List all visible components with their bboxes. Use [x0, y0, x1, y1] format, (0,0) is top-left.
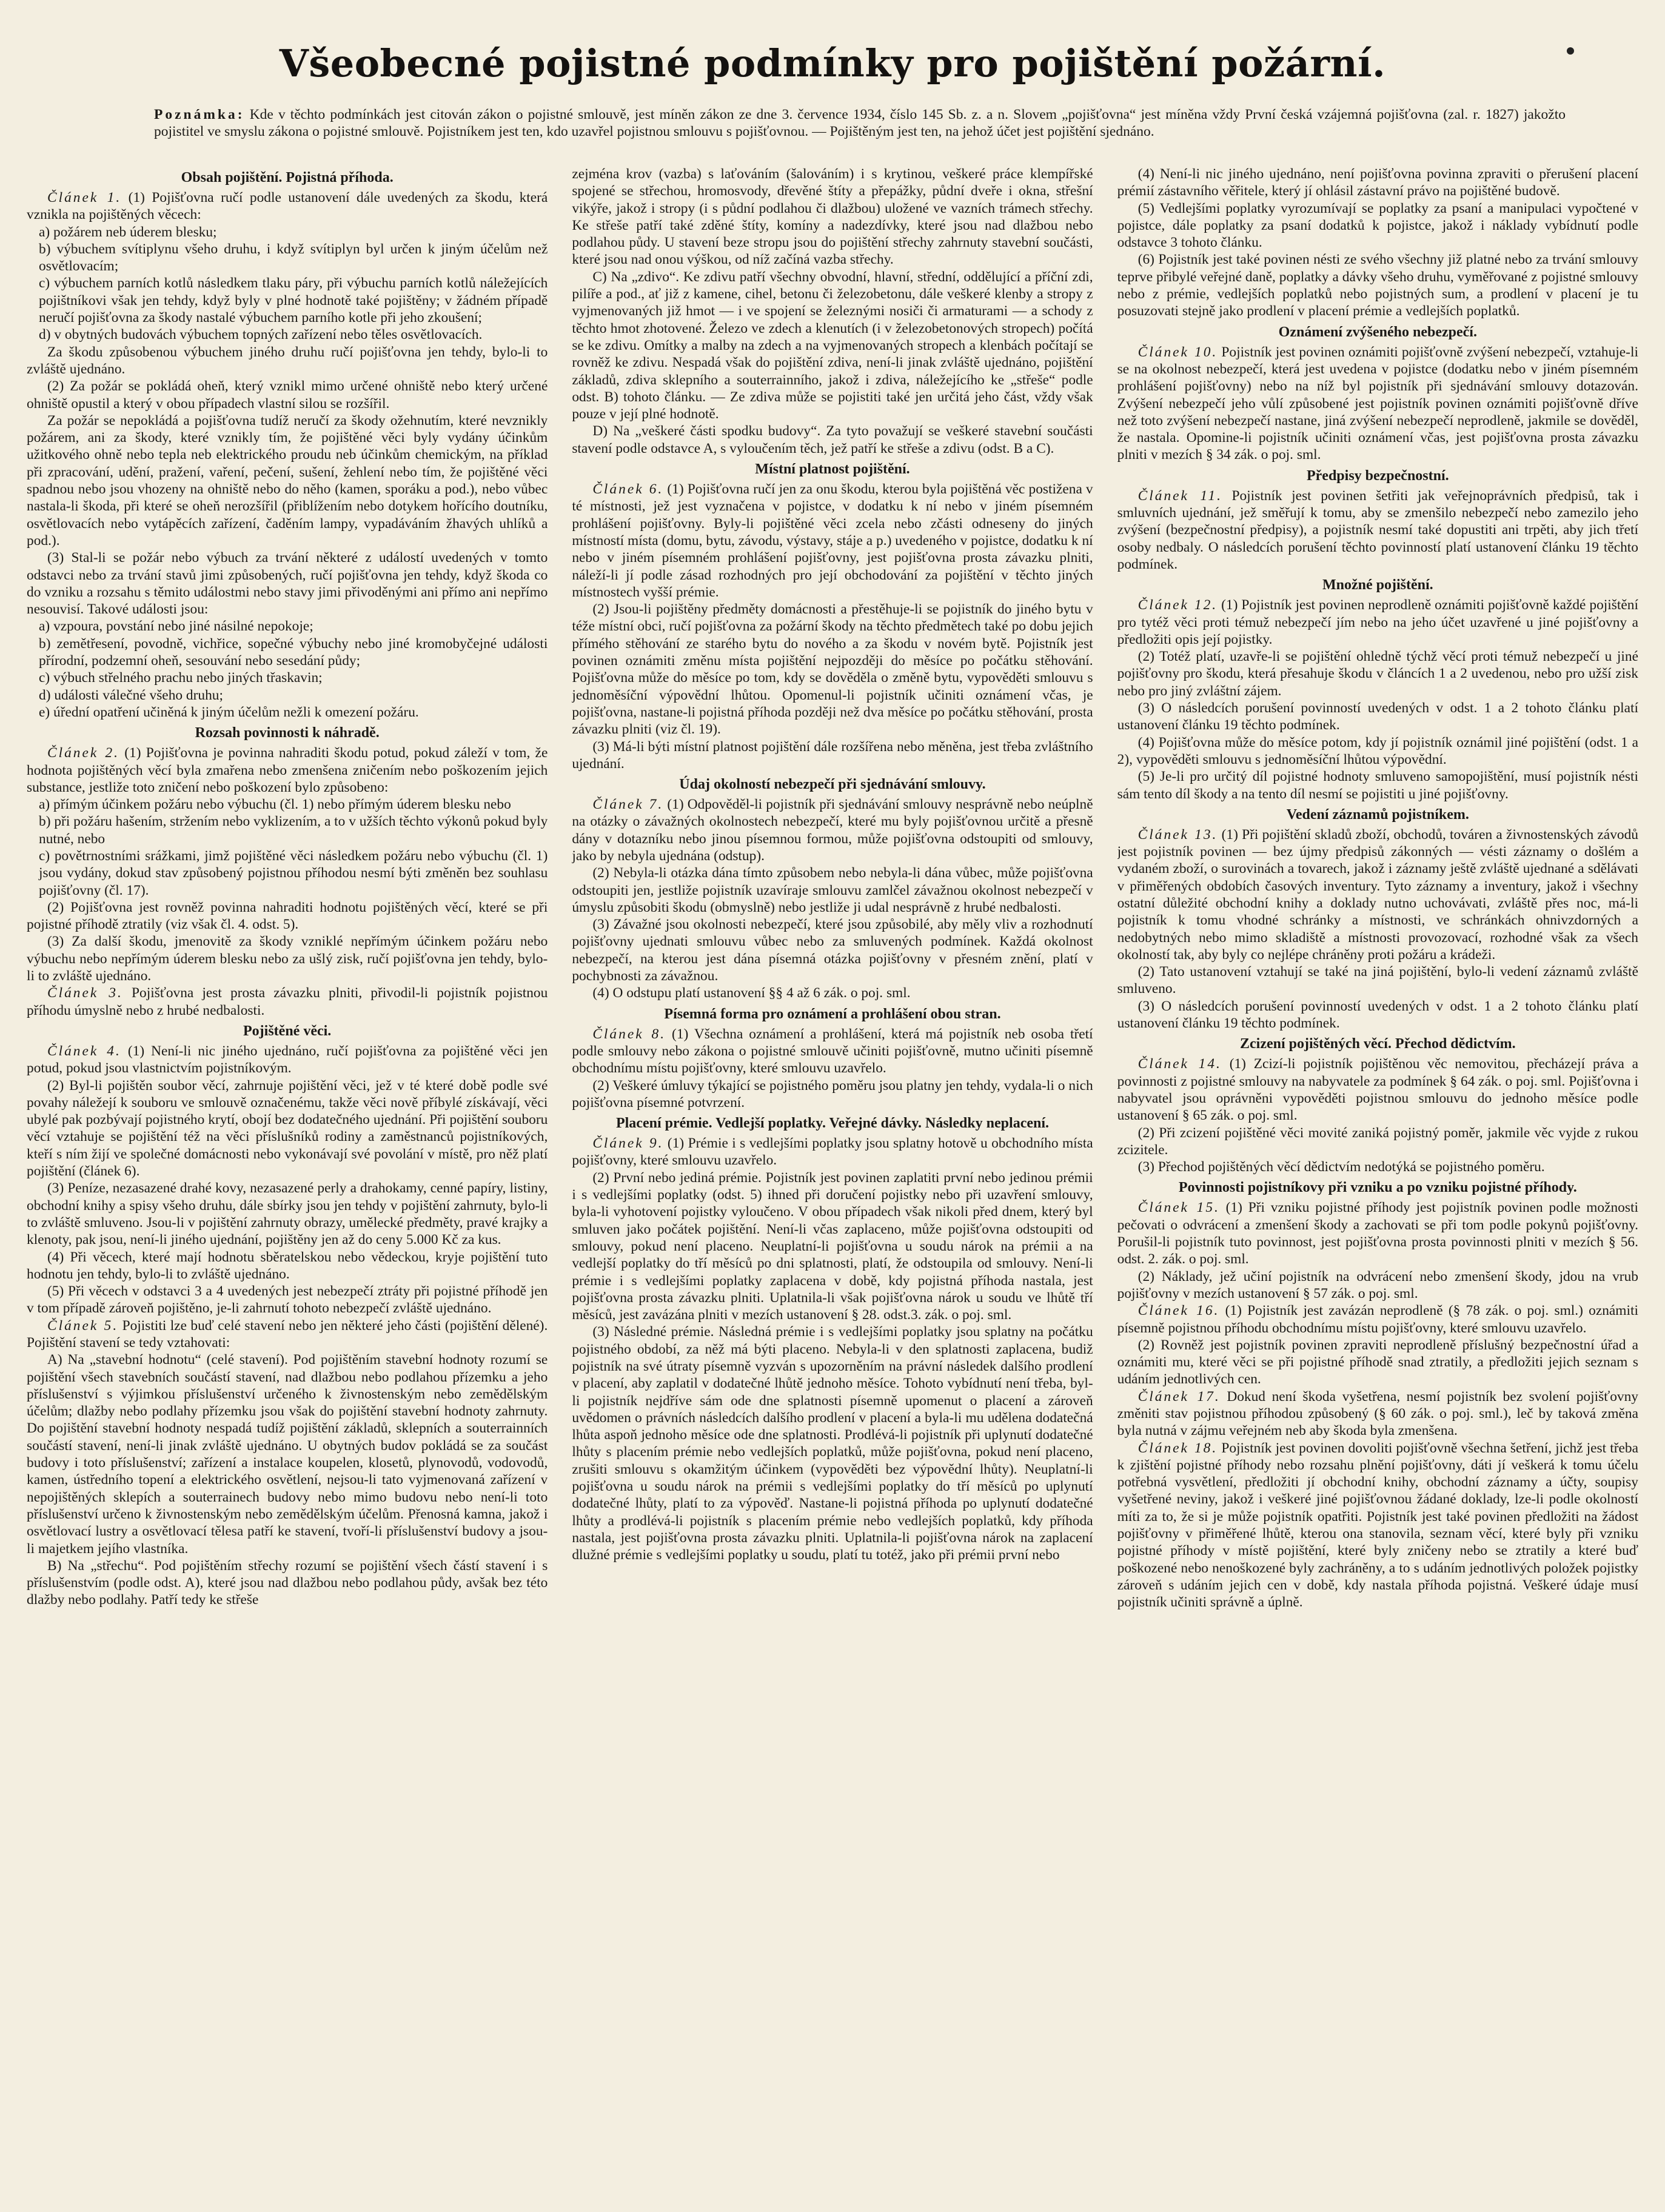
section-heading: Místní platnost pojištění. — [755, 461, 910, 478]
paragraph — [572, 984, 1093, 1001]
paragraph-text: (1) Všechna oznámení a prohlášení, která má pojistník neb osoba třetí podle smlouvy nebo zákona o pojistné smlouvě učiniti pojišťovně, mutno učiniti písemně obchodnímu místu pojišťovny, které smlouvu uzavřelo. — [572, 1026, 1093, 1077]
paragraph-text: (1) Při vzniku pojistné příhody jest pojistník povinen podle možnosti pečovati o odvrácení a zmenšení škody a zachovati se při tom podle pokynů pojišťovny. Porušil-li pojistník tuto povinnost, jest pojišťovna prosta povinnosti plniti v mezích § 56. odst. 2. zák. o poj. sml. — [1117, 1200, 1638, 1268]
section-heading: Předpisy bezpečnostní. — [1306, 467, 1449, 484]
paragraph — [1117, 1158, 1638, 1175]
section-heading: Zcizení pojištěných věcí. Přechod dědictvím. — [1240, 1036, 1516, 1052]
paragraph — [1117, 1268, 1638, 1303]
paragraph — [1117, 596, 1638, 648]
paragraph — [572, 165, 1093, 269]
article-number: Článek 1. — [47, 190, 122, 205]
article-number: Článek 17. — [1137, 1388, 1221, 1405]
paragraph-text: (1) Při pojištění skladů zboží, obchodů, továren a živnostenských závodů jest pojistník povinen — bez újmy předpisů zákonných — vésti záznamy o došlém a vydaném zboží, o surovinách a tovarech, jakož i záznamy ještě zvláště ujednané a sdělávati v přiměřených obdobích časových inventury. Tyto záznamy a inventury, jakož i všechny ostatní důležité obchodní knihy a doklady nutno uchovávati, zvláště přes noc, má-li pojistník k tomu vhodné schránky a místnosti, ve schránkách ohnivzdorných a nedobytných nebo mimo skladiště a místnosti provozovací, rozhodné však za všech okolností tak, aby byly co nejlépe chráněny proti požáru a krádeži. — [1117, 826, 1638, 963]
paragraph — [1117, 1055, 1638, 1124]
list-item — [27, 326, 548, 343]
paragraph — [572, 738, 1093, 773]
paragraph — [27, 549, 548, 618]
paragraph-text: (1) Prémie i s vedlejšími poplatky jsou splatny hotově u obchodního místa pojišťovny, které smlouvu uzavřelo. — [572, 1135, 1093, 1169]
paragraph — [27, 1043, 548, 1077]
paragraph — [1117, 487, 1638, 573]
paragraph-text: (2) Totéž platí, uzavře-li se pojištění ohledně týchž věcí proti témuž nebezpečí u jiné pojišťovny pro škodu, která přesahuje škodu v článcích 1 a 2 uvedenou, nebo pro užší zisk nebo pro jiný zvláštní zájem. — [1117, 649, 1638, 699]
paragraph — [27, 744, 548, 796]
list-item — [27, 618, 548, 635]
section-heading: Písemná forma pro oznámení a prohlášení obou stran. — [664, 1006, 1001, 1022]
paragraph — [572, 1077, 1093, 1112]
article-number: Článek 6. — [592, 481, 664, 498]
paragraph-text: (1) Zcizí-li pojistník pojištěnou věc nemovitou, přecházejí práva a povinnosti z pojistné smlouvy na nabyvatele za podmínek § 64 zák. o poj. sml. Pojišťovna i nabyvatel jsou oprávněni vypověděti pojistnou smlouvu do jednoho měsíce podle ustanovení § 65 zák. o poj. sml. — [1117, 1056, 1638, 1124]
article-number: Článek 10. — [1137, 344, 1218, 360]
paragraph — [572, 1026, 1093, 1077]
paragraph — [1117, 1440, 1638, 1611]
paragraph-text: (3) Následné prémie. Následná prémie i s vedlejšími poplatky jsou splatny na počátku pojistného období, za něž má býti placeno. Nebyla-li v den splatnosti zaplacena, budiž pojistník na své útraty písemně vyzván s upozorněním na právní následek dalšího prodlení v placení, aby zaplatil v dodatečné lhůtě jednoho měsíce. Tohoto vybídnutí není třeba, byl-li pojistník nejdříve sám ode dne splatnosti písemně upomenut o placení a zároveň uvědomen o právních následcích dalšího prodlení v placení a byla-li mu udělena dodatečná lhůta aspoň jednoho měsíce ode dne splatnosti. Prodlévá-li pojistník při uplynutí dodatečné lhůty s placením prémie nebo vedlejších poplatků, může pojišťovna, pokud není placeno, zrušiti smlouvu s okamžitým účinkem (vypověděti bez výpovědní lhůty). Neuplatní-li pojišťovna u soudu nárok na prémii s vedlejšími poplatky do tří měsíců po uplynutí dodatečné lhůty, platí to za výpověď. Nastane-li pojistná příhoda po uplynutí dodatečné lhůty a prodlévá-li pojistník s placením prémie nebo vedlejších poplatků, kdy příhoda nastala, jest pojišťovna prosta závazku plniti. Uplatnila-li pojišťovna nárok na zaplacení dlužné prémie s vedlejšími poplatky u soudu, platí tu totéž, jako při prémii první nebo — [572, 1324, 1093, 1563]
column-2 — [572, 165, 1093, 2202]
paragraph-text: (2) Nebyla-li otázka dána tímto způsobem nebo nebyla-li dána vůbec, může pojišťovna odstoupiti jen, jestliže pojistník uzavíraje smlouvu zamlčel závažnou okolnost nebezpečí v úmyslu způsobiti škodu (obmyslně) nebo jestliže ji udal nesprávně z hrubé nedbalosti. — [572, 865, 1093, 915]
article-number: Článek 13. — [1137, 826, 1218, 843]
paragraph — [1117, 200, 1638, 252]
paragraph-text: zejména krov (vazba) s laťováním (šalováním) i s krytinou, veškeré práce klempířské spojené se střechou, hromosvody, dřevěné štíty a přepážky, půdní dveře i okna, střešní vikýře, jakož i stropy (i s půdní podlahou či dlažbou) uložené ve vazních trámech střechy. Ke střeše patří také zděné štíty, komíny a nadezdívky, které jsou nad dlažbou nebo podlahou půdy. U stavení beze stropu jsou do pojištění střechy zahrnuty stavební součásti, které jsou nad onou výškou, od níž začíná vazba střechy. — [572, 166, 1093, 268]
paragraph-text: Dokud není škoda vyšetřena, nesmí pojistník bez svolení pojišťovny změniti stav pojistnou příhodou způsobený (§ 60 zák. o poj. sml.), leč by taková změna byla nutná v zájmu veřejném neb aby škoda byla zmenšena. — [1117, 1388, 1638, 1439]
paragraph-text: (1) Pojistník jest zavázán neprodleně (§ 78 zák. o poj. sml.) oznámiti písemně pojistnou příhodu obchodnímu místu pojišťovny, které smlouvu uzavřelo. — [1117, 1303, 1638, 1336]
paragraph — [572, 916, 1093, 984]
paragraph-text: Pojišťovna jest prosta závazku plniti, přivodil-li pojistník pojistnou příhodu úmyslně nebo z hrubé nedbalosti. — [27, 985, 548, 1018]
paragraph-text: d) události válečné všeho druhu; — [39, 687, 223, 703]
paragraph — [27, 1351, 548, 1557]
paragraph-text: Pojistiti lze buď celé stavení nebo jen některé jeho části (pojištění dělené). Pojištění stavení se tedy vztahovati: — [27, 1317, 548, 1351]
paragraph — [1117, 1388, 1638, 1440]
list-item — [27, 813, 548, 847]
paragraph-text: (2) Náklady, jež učiní pojistník na odvrácení nebo zmenšení škody, jdou na vrub pojišťovny v mezích ustanovení § 57 zák. o poj. sml. — [1117, 1268, 1638, 1301]
paragraph-text: (3) Stal-li se požár nebo výbuch za trvání některé z událostí uvedených v tomto odstavci nebo za trvání stavů jimi způsobených, ručí pojišťovna jen tehdy, když škoda co do vzniku a rozsahu s těmito událostmi nebo stavy jimi přivoděnými ani přímo ani nepřímo nesouvisí. Takové události jsou: — [27, 550, 548, 618]
list-item — [27, 224, 548, 241]
paragraph-text: b) výbuchem svítiplynu všeho druhu, i když svítiplyn byl určen k jiným účelům než osvětlovacím; — [39, 241, 548, 275]
paragraph-text: c) povětrnostními srážkami, jimž pojištěné věci následkem požáru nebo výbuchu (čl. 1) jsou vydány, dokud stav způsobený pojistnou příhodou nesmí býti změněn bez souhlasu pojišťovny (čl. 17). — [39, 847, 548, 898]
article-number: Článek 7. — [592, 797, 664, 813]
paragraph-text: (2) Za požár se pokládá oheň, který vznikl mimo určené ohniště nebo který určené ohniště opustil a který v obou případech vlastní silou se rozšířil. — [27, 378, 548, 412]
preface-label: Poznámka: — [154, 107, 245, 122]
paragraph-text: a) vzpoura, povstání nebo jiné násilné nepokoje; — [39, 618, 313, 635]
section-heading: Povinnosti pojistníkovy při vzniku a po vzniku pojistné příhody. — [1178, 1180, 1577, 1196]
paragraph-text: (3) O následcích porušení povinností uvedených v odst. 1 a 2 tohoto článku platí ustanovení článku 19 těchto podmínek. — [1117, 700, 1638, 733]
ink-dot — [1567, 47, 1574, 55]
paragraph — [572, 481, 1093, 601]
list-item — [27, 669, 548, 686]
paragraph-text: (2) Při zcizení pojištěné věci movité zaniká pojistný poměr, jakmile věc vyjde z rukou zcizitele. — [1117, 1124, 1638, 1158]
paragraph — [572, 796, 1093, 864]
page-title: Všeobecné pojistné podmínky pro pojištění požární. — [279, 41, 1386, 85]
paragraph-text: (3) Peníze, nezasazené drahé kovy, nezasazené perly a drahokamy, cenné papíry, listiny, obchodní knihy a spisy všeho druhu, dále sbírky jsou jen tehdy v pojištění zahrnuty, bylo-li to zvláště smluveno. Jsou-li v pojištění zahrnuty obrazy, umělecké předměty, pravé krajky a klenoty, pak jsou, není-li jiného ujednání, pojištěny jen až do ceny 5.000 Kč za kus. — [27, 1180, 548, 1248]
paragraph-text: (1) Není-li nic jiného ujednáno, ručí pojišťovna za pojištěné věci jen potud, pokud jsou vlastnictvím pojistníkovým. — [27, 1043, 548, 1077]
paragraph-text: (5) Při věcech v odstavci 3 a 4 uvedených jest nebezpečí ztráty při pojistné příhodě jen v tom případě zároveň pojištěno, je-li zahrnutí tohoto nebezpečí zvláště ujednáno. — [27, 1283, 548, 1317]
section-heading: Údaj okolností nebezpečí při sjednávání smlouvy. — [679, 777, 986, 793]
article-number: Článek 14. — [1137, 1056, 1222, 1072]
article-number: Článek 3. — [47, 985, 123, 1001]
paragraph — [1117, 1124, 1638, 1159]
section-heading: Pojištěné věci. — [243, 1023, 332, 1039]
list-item — [27, 275, 548, 326]
paragraph-text: (2) Jsou-li pojištěny předměty domácnosti a přestěhuje-li se pojistník do jiného bytu v téže místní obci, ručí pojišťovna za požární škody na těchto předmětech také po dobu jejich přímého stěhování ze starého bytu do nového a za škodu v novém bytě. Pojistník jest povinen oznámiti změnu místa pojištění nejpozději do měsíce po počátku stěhování. Pojišťovna může do měsíce po tom, kdy se dověděla o změně bytu, vypověděti smlouvu s jednoměsíční výpovědní lhůtou. Opomenul-li pojistník učiniti oznámení včas, je pojišťovna, nastane-li pojistná příhoda později než dva měsíce po počátku stěhování, prosta závazku plniti (viz čl. 19). — [572, 601, 1093, 738]
paragraph-text: (2) Pojišťovna jest rovněž povinna nahraditi hodnotu pojištěných věcí, které se při pojistné příhodě ztratily (viz však čl. 4. odst. 5). — [27, 899, 548, 933]
paragraph — [27, 1249, 548, 1283]
article-number: Článek 8. — [592, 1026, 666, 1042]
paragraph — [27, 378, 548, 412]
paragraph-text: C) Na „zdivo“. Ke zdivu patří všechny obvodní, hlavní, střední, oddělující a příční zdi, pilíře a pod., ať již z kamene, cihel, betonu či železobetonu, dále veškeré klenby a stropy z vyjmenovaných již hmot — i ve spojení se železnými nosiči či armaturami — a schody z těchto hmot zhotovené. Železo ve zdech a klenutích (i v železobetonových stropech) počítá se ke zdivu. Omítky a malby na zdech a na vyjmenovaných stropech a klenbách počítají se rovněž ke zdivu. Nespadá však do pojištění zdiva, není-li jinak zvláště ujednáno, pojištění základů, zdiva sklepního a souterrainního, jakož i zdiva, náležejícího ke „střeše“ podle odst. B) tohoto článku. — Ze zdiva může se pojistiti také jen určitá jeho část, vždy však pouze v její plné hodnotě. — [572, 269, 1093, 423]
column-1 — [27, 165, 548, 2202]
paragraph — [27, 412, 548, 549]
paragraph — [1117, 734, 1638, 769]
article-number: Článek 5. — [47, 1317, 119, 1334]
preface-text: Kde v těchto podmínkách jest citován zákon o pojistné smlouvě, jest míněn zákon ze dne 3. července 1934, číslo 145 Sb. z. a n. Slovem „pojišťovna“ jest míněna vždy První česká vzájemná pojišťovna (zal. r. 1827) jakožto pojistitel ve smyslu zákona o pojistné smlouvě. Pojistníkem jest ten, kdo uzavřel pojistnou smlouvu s pojišťovnou. — Pojištěným jest ten, na jehož účet jest pojištění sjednáno. — [154, 107, 1566, 139]
paragraph-text: (1) Odpověděl-li pojistník při sjednávání smlouvy nesprávně nebo neúplně na otázky o závažných okolnostech nebezpečí, které mu byly pojišťovnou určitě a přesně dány v dotazníku nebo jinou písemnou formou, může pojišťovna odstoupiti od smlouvy, jako by nebyla ujednána (odstup). — [572, 797, 1093, 864]
paragraph-text: Pojistník jest povinen dovoliti pojišťovně všechna šetření, jichž jest třeba k zjištění pojistné příhody nebo rozsahu plnění pojišťovny, dáti jí veškerá k tomu účelu potřebná vysvětlení, předložiti jí obchodní knihy, obchodní záznamy a účty, soupisy vyšetřené neviny, jakož i veškeré jiné pojišťovnou žádané doklady, lze-li podle okolností míti za to, že si je může pojistník opatřiti. Pojistník jest také povinen předložiti na žádost pojišťovny v přiměřené lhůtě, kterou ona stanovila, seznam věcí, které byly při vzniku pojistné příhody v místě pojištění, které byly zničeny nebo se ztratily a které buď poškozené nebo nenoškozené byly zachráněny, a to s udáním jednotlivých položek pojistky zároveň s udáním jejich cen v době, kdy nastala příhoda pojistná. Veškeré údaje musí pojistník učiniti správně a úplně. — [1117, 1440, 1638, 1611]
paragraph-text: Pojistník jest povinen oznámiti pojišťovně zvýšení nebezpečí, vztahuje-li se na okolnost nebezpečí, která jest uvedena v pojistce (dodatku nebo v jiném písemném prohlášení pojišťovny) nebo na níž byl pojistník při sjednávání smlouvy dotazován. Zvýšení nebezpečí jeho vůlí způsobené jest pojistník povinen oznámiti pojišťovně dříve než toto zvýšení nebezpečí nastane, jiná zvýšení nebezpečí neprodleně, jakmile se dověděl, že nastala. Opomine-li pojistník učiniti oznámení včas, jest pojišťovna prosta závazku plniti v mezích § 34 zák. o poj. sml. — [1117, 344, 1638, 463]
paragraph — [27, 984, 548, 1019]
paragraph-text: (4) Pojišťovna může do měsíce potom, kdy jí pojistník oznámil jiné pojištění (odst. 1 a 2), vypověděti smlouvu s jednoměsíční lhůtou výpovědní. — [1117, 734, 1638, 767]
paragraph — [572, 1169, 1093, 1324]
paragraph-text: (3) Přechod pojištěných věcí dědictvím nedotýká se pojistného poměru. — [1137, 1159, 1545, 1175]
paragraph-text: Za požár se nepokládá a pojišťovna tudíž neručí za škody ožehnutím, které nevznikly požárem, ani za škody, které vznikly tím, že pojištěné věci byly vydány účinkům užitkového ohně nebo tepla neb elektrického proudu neb účinkům chemickým, na příklad při zpracování, udění, pražení, vaření, pečení, sušení, žehlení nebo tím, že pojištěné věci spadnou nebo jsou vhozeny na ohniště nebo do něho (kamen, sporáku a pod.), nebo vůbec nastala-li škoda, při které se oheň nerozšířil (přiblížením nebo dotykem hořícího doutníku, osvětlovacích nebo vytápěcích zařízení, čaděním lampy, vypadáváním žhavých uhlíků a pod.). — [27, 412, 548, 549]
paragraph — [1117, 998, 1638, 1032]
paragraph — [572, 269, 1093, 423]
paragraph — [1117, 1337, 1638, 1388]
article-number: Článek 11. — [1137, 487, 1222, 504]
paragraph — [572, 864, 1093, 916]
paragraph — [27, 1077, 548, 1180]
paragraph-text: b) zemětřesení, povodně, vichřice, sopečné výbuchy nebo jiné kromobyčejné události přírodní, podzemní oheň, sesouvání nebo sesedání půdy; — [39, 635, 548, 669]
section-heading: Placení prémie. Vedlejší poplatky. Veřejné dávky. Následky neplacení. — [615, 1115, 1050, 1132]
list-item — [27, 847, 548, 899]
paragraph — [1117, 251, 1638, 319]
paragraph-text: (3) Závažné jsou okolnosti nebezpečí, které jsou způsobilé, aby měly vliv a rozhodnutí pojišťovny ujednati smlouvu vůbec nebo za smluvených podmínek. Každá okolnost nebezpečí, na kterou jest dána písemná otázka pojišťovny v přesném znění, platí v pochybnosti za závažnou. — [572, 917, 1093, 984]
section-heading: Množné pojištění. — [1322, 577, 1433, 593]
paragraph-text: (4) Není-li nic jiného ujednáno, není pojišťovna povinna zpraviti o přerušení placení prémií zástavního věřitele, který jí ohlásil zástavní právo na pojištěné budově. — [1117, 166, 1638, 199]
paragraph-text: a) požárem neb úderem blesku; — [39, 224, 217, 240]
article-number: Článek 18. — [1137, 1440, 1218, 1456]
paragraph — [1117, 1302, 1638, 1337]
article-number: Článek 4. — [47, 1043, 121, 1059]
paragraph — [27, 344, 548, 378]
paragraph-text: (1) Pojistník jest povinen neprodleně oznámiti pojišťovně každé pojištění pro tytéž věci proti témuž nebezpečí jím nebo na jeho účet uzavřené u jiné pojišťovny a předložiti opis její pojistky. — [1117, 597, 1638, 647]
paragraph-text: (2) Tato ustanovení vztahují se také na jiná pojištění, bylo-li vedení záznamů zvláště smluveno. — [1117, 964, 1638, 997]
paragraph-text: (2) Byl-li pojištěn soubor věcí, zahrnuje pojištění věci, jež v té které době podle své povahy náležejí k souboru ve smlouvě označenému, takže věci nově příbylé získávají, věci ubylé pak pozbývají pojistného krytí, obojí bez dodatečného ujednání. Při pojištění souboru věcí vztahuje se pojištění též na věci příslušníků rodiny a zaměstnanců pojistníkových, kteří s ním žijí ve společné domácnosti nebo vykonávají své povolání v místě, pro něž platí pojištění (článek 6). — [27, 1077, 548, 1180]
paragraph — [1117, 963, 1638, 998]
section-heading: Oznámení zvýšeného nebezpečí. — [1278, 324, 1477, 340]
paragraph-text: A) Na „stavební hodnotu“ (celé stavení). Pod pojištěním stavební hodnoty rozumí se pojištění všech stavebních součástí stavení, nad dlažbou nebo podlahou přízemku a jeho příslušenství s výjimkou příslušenství určeného k živnostenským nebo zemědělským účelům; dlažby nebo podlahy přízemku jsou však do pojištění stavební hodnoty zahrnuty. Do pojištění stavební hodnoty nespadá tudíž pojištění základů, sklepních a souterrainních součástí stavení, není-li jinak zvláště ujednáno. U obytných budov pokládá se za součást budovy i toto příslušenství; zařízení a instalace koupelen, klosetů, plynovodů, vodovodů, kamen, ústředního topení a elektrického osvětlení, nejsou-li tato vyjmenovaná zařízení v nepojištěných sklepích a souterrainech budovy nebo mimo budovu nebo není-li toto příslušenství určeno k živnostenským nebo zemědělským účelům. Přenosná kamna, jakož i osvětlovací lustry a osvětlovací tělesa patří ke stavení, tvoří-li příslušenství budovy a jsou-li majetkem jejího vlastníka. — [27, 1352, 548, 1557]
paragraph — [1117, 826, 1638, 963]
paragraph-text: c) výbuchem parních kotlů následkem tlaku páry, při výbuchu parních kotlů náležejících pojištníkovi však jen tehdy, když byly v plné hodnotě také pojištěny; v žádném případě neručí pojišťovna za škody nastalé výbuchem parního kotle při jeho zkoušení; — [39, 275, 548, 326]
paragraph-text: (4) O odstupu platí ustanovení §§ 4 až 6 zák. o poj. sml. — [592, 985, 911, 1001]
list-item — [27, 687, 548, 704]
paragraph — [1117, 700, 1638, 734]
paragraph-text: (6) Pojistník jest také povinen nésti ze svého všechny již platné nebo za trvání smlouvy teprve přibylé veřejné daně, poplatky a dávky všeho druhu, vyměřované z pojistné smlouvy nebo z prémie, vedlejších poplatků nebo pojistných sum, a prodlení v placení je tu posuzovati stejně jako prodlení v placení prémie a vedlejších poplatků. — [1117, 252, 1638, 319]
paragraph-text: (5) Je-li pro určitý díl pojistné hodnoty smluveno samopojištění, musí pojistník nésti sám tento díl škody a na tento díl nesmí se pojistiti u jiné pojišťovny. — [1117, 769, 1638, 802]
paragraph — [572, 1323, 1093, 1563]
paragraph — [27, 1180, 548, 1248]
paragraph-text: (1) Pojišťovna je povinna nahraditi škodu potud, pokud záleží v tom, že hodnota pojištěných věcí byla zmařena nebo zmenšena zničením nebo poškozením jejich substance, jestliže toto zničení nebo poškození bylo způsobeno: — [27, 745, 548, 795]
paragraph-text: Pojistník jest povinen šetřiti jak veřejnoprávních předpisů, tak i smluvních ujednání, jež směřují k tomu, aby se zmenšilo nebezpečí nebo zamezilo jeho zvýšení (bezpečnostní předpisy), a pojistník nesmí také dopustiti ani trpěti, aby jich třetí osoby nedbaly. O následcích porušení těchto povinností platí ustanovení článku 19 těchto podmínek. — [1117, 487, 1638, 572]
preface-note — [154, 106, 1566, 140]
paragraph-text: (3) Má-li býti místní platnost pojištění dále rozšířena nebo měněna, jest třeba zvláštního ujednání. — [572, 738, 1093, 772]
paragraph — [27, 1283, 548, 1317]
paragraph — [27, 899, 548, 934]
paragraph-text: b) při požáru hašením, stržením nebo vyklizením, a to v užších těchto výkonů pokud byly nutné, nebo — [39, 814, 548, 847]
list-item — [27, 704, 548, 721]
paragraph-text: c) výbuch střelného prachu nebo jiných třaskavin; — [39, 670, 323, 686]
article-number: Článek 15. — [1137, 1200, 1220, 1216]
paragraph — [27, 1317, 548, 1352]
paragraph — [27, 1557, 548, 1609]
paragraph-text: (3) O následcích porušení povinností uvedených v odst. 1 a 2 tohoto článku platí ustanovení článku 19 těchto podmínek. — [1117, 998, 1638, 1032]
paragraph — [27, 189, 548, 224]
section-heading: Rozsah povinnosti k náhradě. — [195, 725, 380, 741]
paragraph — [1117, 165, 1638, 200]
paragraph — [1117, 344, 1638, 464]
paragraph-text: (5) Vedlejšími poplatky vyrozumívají se poplatky za psaní a manipulaci vypočtené v pojistce, dále poplatky za psaní dodatků k pojistce, jakož i náklady vybídnutí podle odstavce 3 tohoto článku. — [1117, 200, 1638, 251]
paragraph-text: B) Na „střechu“. Pod pojištěním střechy rozumí se pojištění všech částí stavení i s příslušenstvím (podle odst. A), které jsou nad dlažbou nebo podlahou půdy, avšak bez této dlažby nebo podlahy. Patří tedy ke střeše — [27, 1557, 548, 1608]
paragraph-text: (1) Pojišťovna ručí jen za onu škodu, kterou byla pojištěná věc postižena v té místnosti, jež jest vyznačena v pojistce, v dodatku k ní nebo v jiném písemném prohlášení pojišťovny. Byly-li pojištěné věci zcela nebo zčásti odneseny do jiných místností místa (domu, bytu, závodu, výstavy, stáje a p.) uvedeného v pojistce, dodatku k ní nebo v jiném písemném prohlášení pojišťovny, jest pojišťovna prosta závazku plniti, náleží-li jí podle zásad rozhodných pro její obchodování za pojištění v těchto jiných místnostech vyšší prémie. — [572, 481, 1093, 600]
column-3 — [1117, 165, 1638, 2202]
paragraph-text: Za škodu způsobenou výbuchem jiného druhu ručí pojišťovna jen tehdy, bylo-li to zvláště ujednáno. — [27, 344, 548, 377]
paragraph-text: (1) Pojišťovna ručí podle ustanovení dále uvedených za škodu, která vznikla na pojištěných věcech: — [27, 190, 548, 223]
article-number: Článek 12. — [1137, 597, 1218, 613]
paragraph-text: D) Na „veškeré části spodku budovy“. Za tyto považují se veškeré stavební součásti stavení podle odstavce A, s vyloučením těch, jež patří ke střeše a zdivu (odst. B a C). — [572, 423, 1093, 456]
article-number: Článek 9. — [592, 1135, 664, 1152]
paragraph-text: a) přímým účinkem požáru nebo výbuchu (čl. 1) nebo přímým úderem blesku nebo — [39, 797, 511, 813]
list-item — [27, 635, 548, 670]
paragraph-text: (4) Při věcech, které mají hodnotu sběratelskou nebo vědeckou, kryje pojištění tuto hodnotu jen tehdy, bylo-li to zvláště ujednáno. — [27, 1249, 548, 1282]
article-number: Článek 16. — [1137, 1303, 1220, 1319]
paragraph-text: (2) První nebo jediná prémie. Pojistník jest povinen zaplatiti první nebo jedinou prémii i s vedlejšími poplatky (odst. 5) ihned při doručení pojistky nebo při uzavření smlouvy, byla-li vyhotovení pojistky vyloučeno. V obou případech však nikoli před dnem, který byl smluven jako počátek pojištění. Není-li včas zaplaceno, může pojišťovna odstoupiti od smlouvy, pokud není placeno. Neuplatní-li pojišťovna u soudu nárok na prémii a na vedlejší poplatky do tří měsíců po dni splatnosti, platí, že odstoupila od smlouvy. Není-li prémie i s vedlejšími poplatky zaplacena v době, kdy pojistná příhoda nastala, jest pojišťovna prosta závazku plniti. Uplatnila-li však pojišťovna nárok u soudu ve lhůtě tří měsíců, jest zavázána plniti v mezích ustanovení § 28. odst.3. zák. o poj. sml. — [572, 1169, 1093, 1323]
list-item — [27, 796, 548, 813]
paragraph — [572, 423, 1093, 457]
paragraph — [1117, 1199, 1638, 1268]
section-heading: Obsah pojištění. Pojistná příhoda. — [181, 170, 394, 185]
paragraph — [572, 1135, 1093, 1169]
text-columns — [27, 165, 1638, 2202]
paragraph — [27, 933, 548, 984]
paragraph-text: (2) Rovněž jest pojistník povinen zpraviti neprodleně příslušný bezpečnostní úřad a oznámiti mu, které věci se při pojistné příhodě snad ztratily, a předložiti jejich seznam s udáním jednotlivých cen. — [1117, 1337, 1638, 1388]
article-number: Článek 2. — [47, 745, 120, 761]
paragraph — [572, 601, 1093, 738]
paragraph — [1117, 768, 1638, 803]
paragraph-text: (3) Za další škodu, jmenovitě za škody vzniklé nepřímým účinkem požáru nebo výbuchu nebo nepřímým úderem blesku nebo za ušlý zisk, ručí pojišťovna jen tehdy, bylo-li to zvláště ujednáno. — [27, 934, 548, 984]
paragraph-text: (2) Veškeré úmluvy týkající se pojistného poměru jsou platny jen tehdy, vydala-li o nich pojišťovna písemné potvrzení. — [572, 1077, 1093, 1111]
section-heading: Vedení záznamů pojistníkem. — [1286, 806, 1469, 823]
paragraph-text: e) úřední opatření učiněná k jiným účelům nežli k omezení požáru. — [39, 704, 419, 720]
list-item — [27, 241, 548, 275]
paragraph — [1117, 648, 1638, 700]
paragraph-text: d) v obytných budovách výbuchem topných zařízení nebo těles osvětlovacích. — [39, 327, 483, 343]
